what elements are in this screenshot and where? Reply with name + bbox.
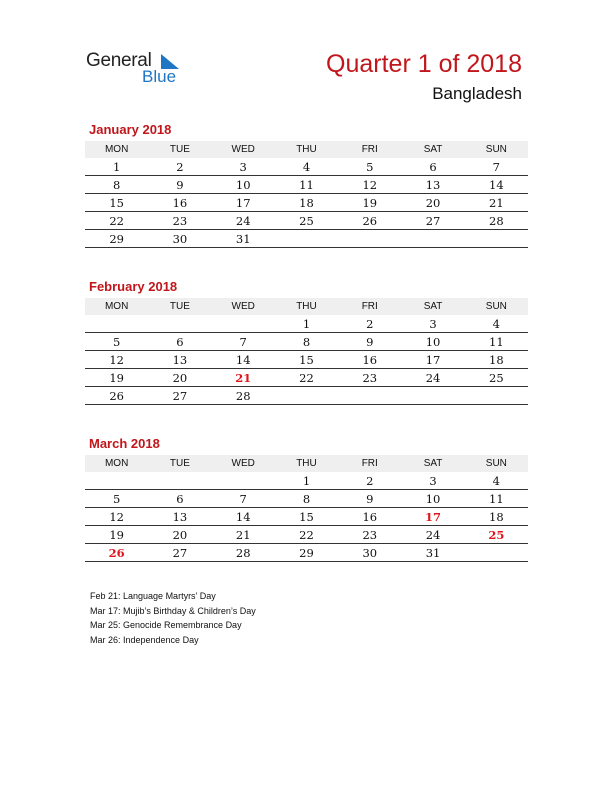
day-cell — [148, 315, 211, 333]
day-cell: 20 — [148, 526, 211, 544]
day-cell: 8 — [85, 176, 148, 194]
day-cell: 30 — [148, 230, 211, 248]
day-cell: 5 — [85, 333, 148, 351]
day-cell: 2 — [148, 158, 211, 176]
day-cell: 26 — [85, 387, 148, 405]
day-cell: 12 — [338, 176, 401, 194]
day-cell: 20 — [148, 369, 211, 387]
day-cell: 6 — [148, 490, 211, 508]
weekday-header: MON — [85, 455, 148, 472]
day-cell: 10 — [401, 490, 464, 508]
day-cell: 3 — [401, 315, 464, 333]
day-cell: 19 — [85, 369, 148, 387]
weekday-header: FRI — [338, 141, 401, 158]
day-cell: 8 — [275, 490, 338, 508]
day-cell — [85, 472, 148, 490]
day-cell: 11 — [465, 490, 528, 508]
day-cell: 16 — [148, 194, 211, 212]
day-cell: 26 — [338, 212, 401, 230]
day-cell: 5 — [85, 490, 148, 508]
week-row — [85, 333, 528, 351]
day-cell: 14 — [212, 351, 275, 369]
week-row — [85, 387, 528, 405]
day-cell: 13 — [401, 176, 464, 194]
day-cell: 28 — [212, 387, 275, 405]
day-cell: 2 — [338, 472, 401, 490]
day-cell: 21 — [465, 194, 528, 212]
week-row — [85, 158, 528, 176]
logo-word-blue: Blue — [142, 67, 177, 86]
day-cell: 12 — [85, 508, 148, 526]
day-cell: 23 — [338, 369, 401, 387]
day-cell: 23 — [148, 212, 211, 230]
day-cell — [85, 315, 148, 333]
day-cell: 5 — [338, 158, 401, 176]
day-cell — [465, 230, 528, 248]
day-cell: 25 — [465, 369, 528, 387]
day-cell: 22 — [275, 369, 338, 387]
day-cell — [338, 387, 401, 405]
day-cell: 7 — [465, 158, 528, 176]
day-cell: 28 — [212, 544, 275, 562]
day-cell: 19 — [338, 194, 401, 212]
day-cell: 11 — [275, 176, 338, 194]
weekday-header: FRI — [338, 455, 401, 472]
holiday-day-cell: 25 — [465, 526, 528, 544]
day-cell: 10 — [401, 333, 464, 351]
day-cell — [465, 387, 528, 405]
holiday-notes — [90, 589, 256, 647]
day-cell: 1 — [275, 315, 338, 333]
day-cell: 1 — [85, 158, 148, 176]
day-cell: 18 — [465, 508, 528, 526]
day-cell — [401, 230, 464, 248]
day-cell: 4 — [465, 315, 528, 333]
day-cell: 8 — [275, 333, 338, 351]
day-cell: 16 — [338, 508, 401, 526]
day-cell: 9 — [338, 333, 401, 351]
weekday-header: WED — [212, 298, 275, 315]
day-cell: 11 — [465, 333, 528, 351]
week-row — [85, 351, 528, 369]
day-cell: 20 — [401, 194, 464, 212]
weekday-header: TUE — [148, 455, 211, 472]
week-row — [85, 212, 528, 230]
day-cell: 9 — [338, 490, 401, 508]
weekday-header: TUE — [148, 298, 211, 315]
day-cell: 27 — [148, 544, 211, 562]
month-title: February 2018 — [89, 279, 178, 294]
day-cell — [401, 387, 464, 405]
holiday-note: Mar 17: Mujib’s Birthday & Children’s Day — [90, 605, 256, 616]
page-title: Quarter 1 of 2018 — [326, 50, 522, 78]
day-cell: 17 — [401, 351, 464, 369]
holiday-note: Mar 26: Independence Day — [90, 634, 199, 645]
weekday-header: THU — [275, 455, 338, 472]
day-cell: 29 — [85, 230, 148, 248]
holiday-note: Feb 21: Language Martyrs’ Day — [90, 591, 216, 601]
day-cell: 7 — [212, 333, 275, 351]
day-cell: 31 — [212, 230, 275, 248]
week-row — [85, 369, 528, 387]
calendar-grid — [85, 141, 528, 248]
day-cell: 30 — [338, 544, 401, 562]
day-cell: 29 — [275, 544, 338, 562]
day-cell — [148, 472, 211, 490]
day-cell: 16 — [338, 351, 401, 369]
week-row — [85, 315, 528, 333]
day-cell: 27 — [148, 387, 211, 405]
day-cell: 9 — [148, 176, 211, 194]
day-cell: 18 — [465, 351, 528, 369]
weekday-header: THU — [275, 298, 338, 315]
weekday-header: SAT — [401, 141, 464, 158]
day-cell: 14 — [465, 176, 528, 194]
day-cell: 27 — [401, 212, 464, 230]
weekday-header: SAT — [401, 298, 464, 315]
day-cell: 12 — [85, 351, 148, 369]
country-name: Bangladesh — [432, 84, 522, 103]
holiday-day-cell: 17 — [401, 508, 464, 526]
generalblue-logo — [86, 50, 186, 90]
day-cell: 17 — [212, 194, 275, 212]
weekday-header: SUN — [465, 298, 528, 315]
logo-word-general: General — [86, 50, 152, 71]
week-row — [85, 176, 528, 194]
week-row — [85, 526, 528, 544]
day-cell: 24 — [401, 369, 464, 387]
day-cell — [465, 544, 528, 562]
day-cell: 10 — [212, 176, 275, 194]
weekday-header: SAT — [401, 455, 464, 472]
month-february — [85, 279, 528, 405]
day-cell: 4 — [275, 158, 338, 176]
day-cell: 25 — [275, 212, 338, 230]
day-cell: 15 — [275, 508, 338, 526]
day-cell: 31 — [401, 544, 464, 562]
month-title: March 2018 — [89, 436, 160, 451]
day-cell: 21 — [212, 526, 275, 544]
day-cell — [338, 230, 401, 248]
day-cell: 7 — [212, 490, 275, 508]
day-cell: 22 — [275, 526, 338, 544]
day-cell: 1 — [275, 472, 338, 490]
weekday-header: MON — [85, 141, 148, 158]
week-row — [85, 508, 528, 526]
day-cell: 13 — [148, 351, 211, 369]
day-cell — [212, 315, 275, 333]
holiday-day-cell: 21 — [212, 369, 275, 387]
weekday-header: WED — [212, 455, 275, 472]
day-cell: 15 — [275, 351, 338, 369]
day-cell: 15 — [85, 194, 148, 212]
day-cell: 24 — [401, 526, 464, 544]
week-row — [85, 472, 528, 490]
day-cell: 22 — [85, 212, 148, 230]
week-row — [85, 490, 528, 508]
day-cell — [275, 387, 338, 405]
day-cell: 4 — [465, 472, 528, 490]
calendar-grid — [85, 298, 528, 405]
weekday-header: MON — [85, 298, 148, 315]
weekday-header: FRI — [338, 298, 401, 315]
week-row — [85, 194, 528, 212]
day-cell — [275, 230, 338, 248]
day-cell: 18 — [275, 194, 338, 212]
weekday-header: SUN — [465, 455, 528, 472]
month-march — [85, 436, 528, 562]
month-january — [85, 122, 528, 248]
day-cell: 3 — [212, 158, 275, 176]
day-cell: 24 — [212, 212, 275, 230]
holiday-day-cell: 26 — [85, 544, 148, 562]
month-title: January 2018 — [89, 122, 172, 137]
day-cell: 3 — [401, 472, 464, 490]
day-cell: 6 — [401, 158, 464, 176]
weekday-header: WED — [212, 141, 275, 158]
day-cell: 19 — [85, 526, 148, 544]
day-cell: 14 — [212, 508, 275, 526]
day-cell — [212, 472, 275, 490]
week-row — [85, 544, 528, 562]
weekday-header: SUN — [465, 141, 528, 158]
weekday-header: TUE — [148, 141, 211, 158]
day-cell: 28 — [465, 212, 528, 230]
day-cell: 2 — [338, 315, 401, 333]
day-cell: 23 — [338, 526, 401, 544]
holiday-note: Mar 25: Genocide Remembrance Day — [90, 620, 242, 630]
weekday-header: THU — [275, 141, 338, 158]
day-cell: 6 — [148, 333, 211, 351]
week-row — [85, 230, 528, 248]
calendar-grid — [85, 455, 528, 562]
day-cell: 13 — [148, 508, 211, 526]
